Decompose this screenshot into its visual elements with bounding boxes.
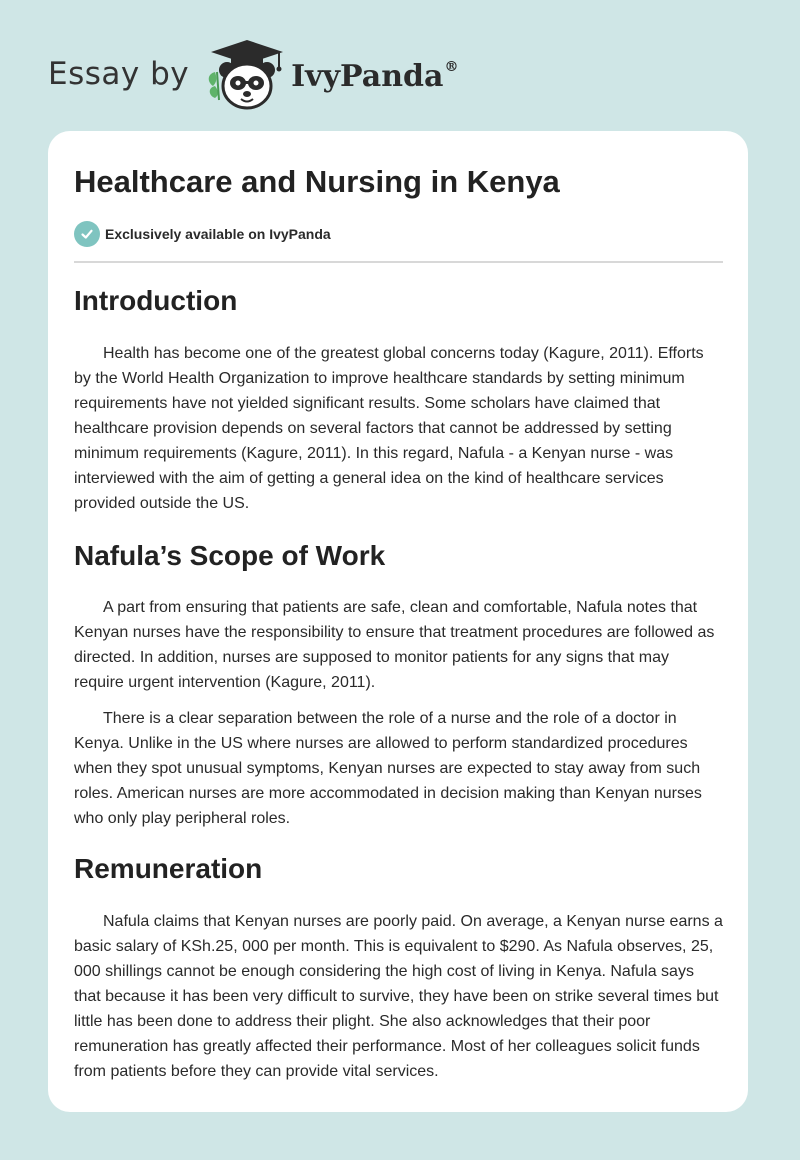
essay-body	[74, 281, 723, 1084]
paragraph: A part from ensuring that patients are safe, clean and comfortable, Nafula notes that Kenyan nurses have the responsibility to ensure that treatment procedures are followed as directed. In addition, nurses are supposed to monitor patients for any signs that may require urgent intervention (Kagure, 2011).	[74, 599, 715, 691]
essay-by-label: Essay by	[48, 56, 190, 92]
ivypanda-logo-icon[interactable]	[203, 36, 291, 112]
brand-name[interactable]	[291, 59, 458, 94]
section-heading-introduction: Introduction	[74, 285, 238, 316]
registered-mark: ®	[444, 58, 459, 75]
paragraph: There is a clear separation between the role of a nurse and the role of a doctor in Kenya. Unlike in the US where nurses are allowed to perform standardized procedures when they spot unusual symptoms, Kenyan nurses are expected to stay away from such roles. American nurses are more accommodated in decision making than Kenyan nurses who only play peripheral roles.	[74, 710, 702, 827]
section-heading-remuneration: Remuneration	[74, 853, 263, 884]
exclusive-badge-text: Exclusively available on IvyPanda	[105, 226, 331, 242]
title-divider	[74, 261, 723, 263]
page-title: Healthcare and Nursing in Kenya	[74, 164, 560, 199]
essay-card	[48, 131, 748, 1112]
site-header	[48, 36, 458, 112]
paragraph: Nafula claims that Kenyan nurses are poorly paid. On average, a Kenyan nurse earns a basic salary of KSh.25, 000 per month. This is equivalent to $290. As Nafula observes, 25, 000 shillings cannot be enough considering the high cost of living in Kenya. Nafula says that because it has been very difficult to survive, they have been on strike several times but little has been done to address their plight. She also acknowledges that their poor remuneration has greatly affected their performance. Most of her colleagues solicit funds from patients before they can provide vital services.	[74, 913, 723, 1080]
exclusive-badge	[74, 221, 331, 247]
brand-text: IvyPanda	[291, 58, 444, 94]
paragraph: Health has become one of the greatest global concerns today (Kagure, 2011). Efforts by the World Health Organization to improve healthcare standards by setting minimum requirements have not yielded significant results. Some scholars have claimed that healthcare provision depends on several factors that cannot be addressed by setting minimum requirements (Kagure, 2011). In this regard, Nafula - a Kenyan nurse - was interviewed with the aim of getting a general idea on the kind of healthcare services provided outside the US.	[74, 345, 704, 512]
section-heading-scope-of-work: Nafula’s Scope of Work	[74, 540, 386, 571]
check-icon	[74, 221, 100, 247]
